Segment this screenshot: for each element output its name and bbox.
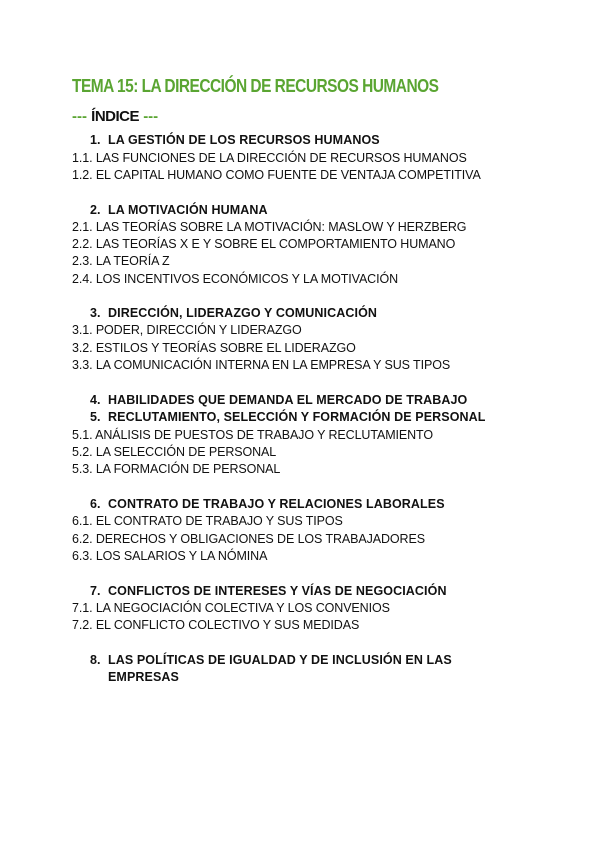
toc-item-1-2: 1.2. EL CAPITAL HUMANO COMO FUENTE DE VENTAJA COMPETITIVA — [72, 168, 481, 182]
toc-item-3-1: 3.1. PODER, DIRECCIÓN Y LIDERAZGO — [72, 323, 302, 337]
toc-item-7-1: 7.1. LA NEGOCIACIÓN COLECTIVA Y LOS CONVENIOS — [72, 601, 390, 615]
toc-section-number: 1. — [90, 133, 101, 147]
toc-section-title: CONTRATO DE TRABAJO Y RELACIONES LABORALES — [108, 497, 445, 511]
page-title: TEMA 15: LA DIRECCIÓN DE RECURSOS HUMANOS — [72, 76, 439, 96]
toc-section-title: HABILIDADES QUE DEMANDA EL MERCADO DE TRABAJO — [108, 393, 468, 407]
toc-item-2-4: 2.4. LOS INCENTIVOS ECONÓMICOS Y LA MOTIVACIÓN — [72, 272, 399, 286]
toc-section-8-continuation: EMPRESAS — [108, 670, 179, 684]
toc-section-title: LA GESTIÓN DE LOS RECURSOS HUMANOS — [108, 133, 380, 147]
toc-section-title: RECLUTAMIENTO, SELECCIÓN Y FORMACIÓN DE PERSONAL — [108, 410, 486, 424]
toc-item-5-2: 5.2. LA SELECCIÓN DE PERSONAL — [72, 445, 277, 459]
toc-section-number: 3. — [90, 306, 101, 320]
toc-item-5-3: 5.3. LA FORMACIÓN DE PERSONAL — [72, 462, 281, 476]
toc-section-7 — [90, 584, 447, 598]
toc-item-1-1: 1.1. LAS FUNCIONES DE LA DIRECCIÓN DE RECURSOS HUMANOS — [72, 151, 467, 165]
toc-item-2-3: 2.3. LA TEORÍA Z — [72, 254, 170, 268]
toc-section-1 — [90, 133, 380, 147]
toc-item-5-1: 5.1. ANÁLISIS DE PUESTOS DE TRABAJO Y RECLUTAMIENTO — [72, 428, 433, 442]
toc-item-6-2: 6.2. DERECHOS Y OBLIGACIONES DE LOS TRABAJADORES — [72, 532, 425, 546]
toc-section-title: LAS POLÍTICAS DE IGUALDAD Y DE INCLUSIÓN EN LAS — [108, 653, 452, 667]
index-dash-right: --- — [143, 108, 159, 125]
toc-section-number: 2. — [90, 203, 101, 217]
toc-section-number: 4. — [90, 393, 101, 407]
toc-item-3-2: 3.2. ESTILOS Y TEORÍAS SOBRE EL LIDERAZGO — [72, 341, 356, 355]
toc-item-2-2: 2.2. LAS TEORÍAS X E Y SOBRE EL COMPORTAMIENTO HUMANO — [72, 237, 456, 251]
toc-item-6-1: 6.1. EL CONTRATO DE TRABAJO Y SUS TIPOS — [72, 514, 343, 528]
toc-item-6-3: 6.3. LOS SALARIOS Y LA NÓMINA — [72, 549, 268, 563]
toc-section-number: 6. — [90, 497, 101, 511]
toc-section-6 — [90, 497, 445, 511]
toc-section-number: 8. — [90, 653, 101, 667]
toc-section-2 — [90, 203, 268, 217]
toc-section-8 — [90, 653, 452, 667]
index-dash-left: --- — [72, 108, 87, 125]
toc-section-number: 7. — [90, 584, 101, 598]
toc-section-title: CONFLICTOS DE INTERESES Y VÍAS DE NEGOCIACIÓN — [108, 584, 447, 598]
toc-section-number: 5. — [90, 410, 101, 424]
toc-section-5 — [90, 410, 486, 424]
index-word: ÍNDICE — [91, 108, 140, 125]
toc-section-title: DIRECCIÓN, LIDERAZGO Y COMUNICACIÓN — [108, 306, 378, 320]
toc-item-2-1: 2.1. LAS TEORÍAS SOBRE LA MOTIVACIÓN: MASLOW Y HERZBERG — [72, 220, 467, 234]
toc-item-3-3: 3.3. LA COMUNICACIÓN INTERNA EN LA EMPRESA Y SUS TIPOS — [72, 358, 451, 372]
toc-section-4 — [90, 393, 467, 407]
index-heading — [72, 108, 158, 125]
toc-section-3 — [90, 306, 377, 320]
toc-section-title: LA MOTIVACIÓN HUMANA — [108, 203, 268, 217]
toc-item-7-2: 7.2. EL CONFLICTO COLECTIVO Y SUS MEDIDAS — [72, 618, 360, 632]
